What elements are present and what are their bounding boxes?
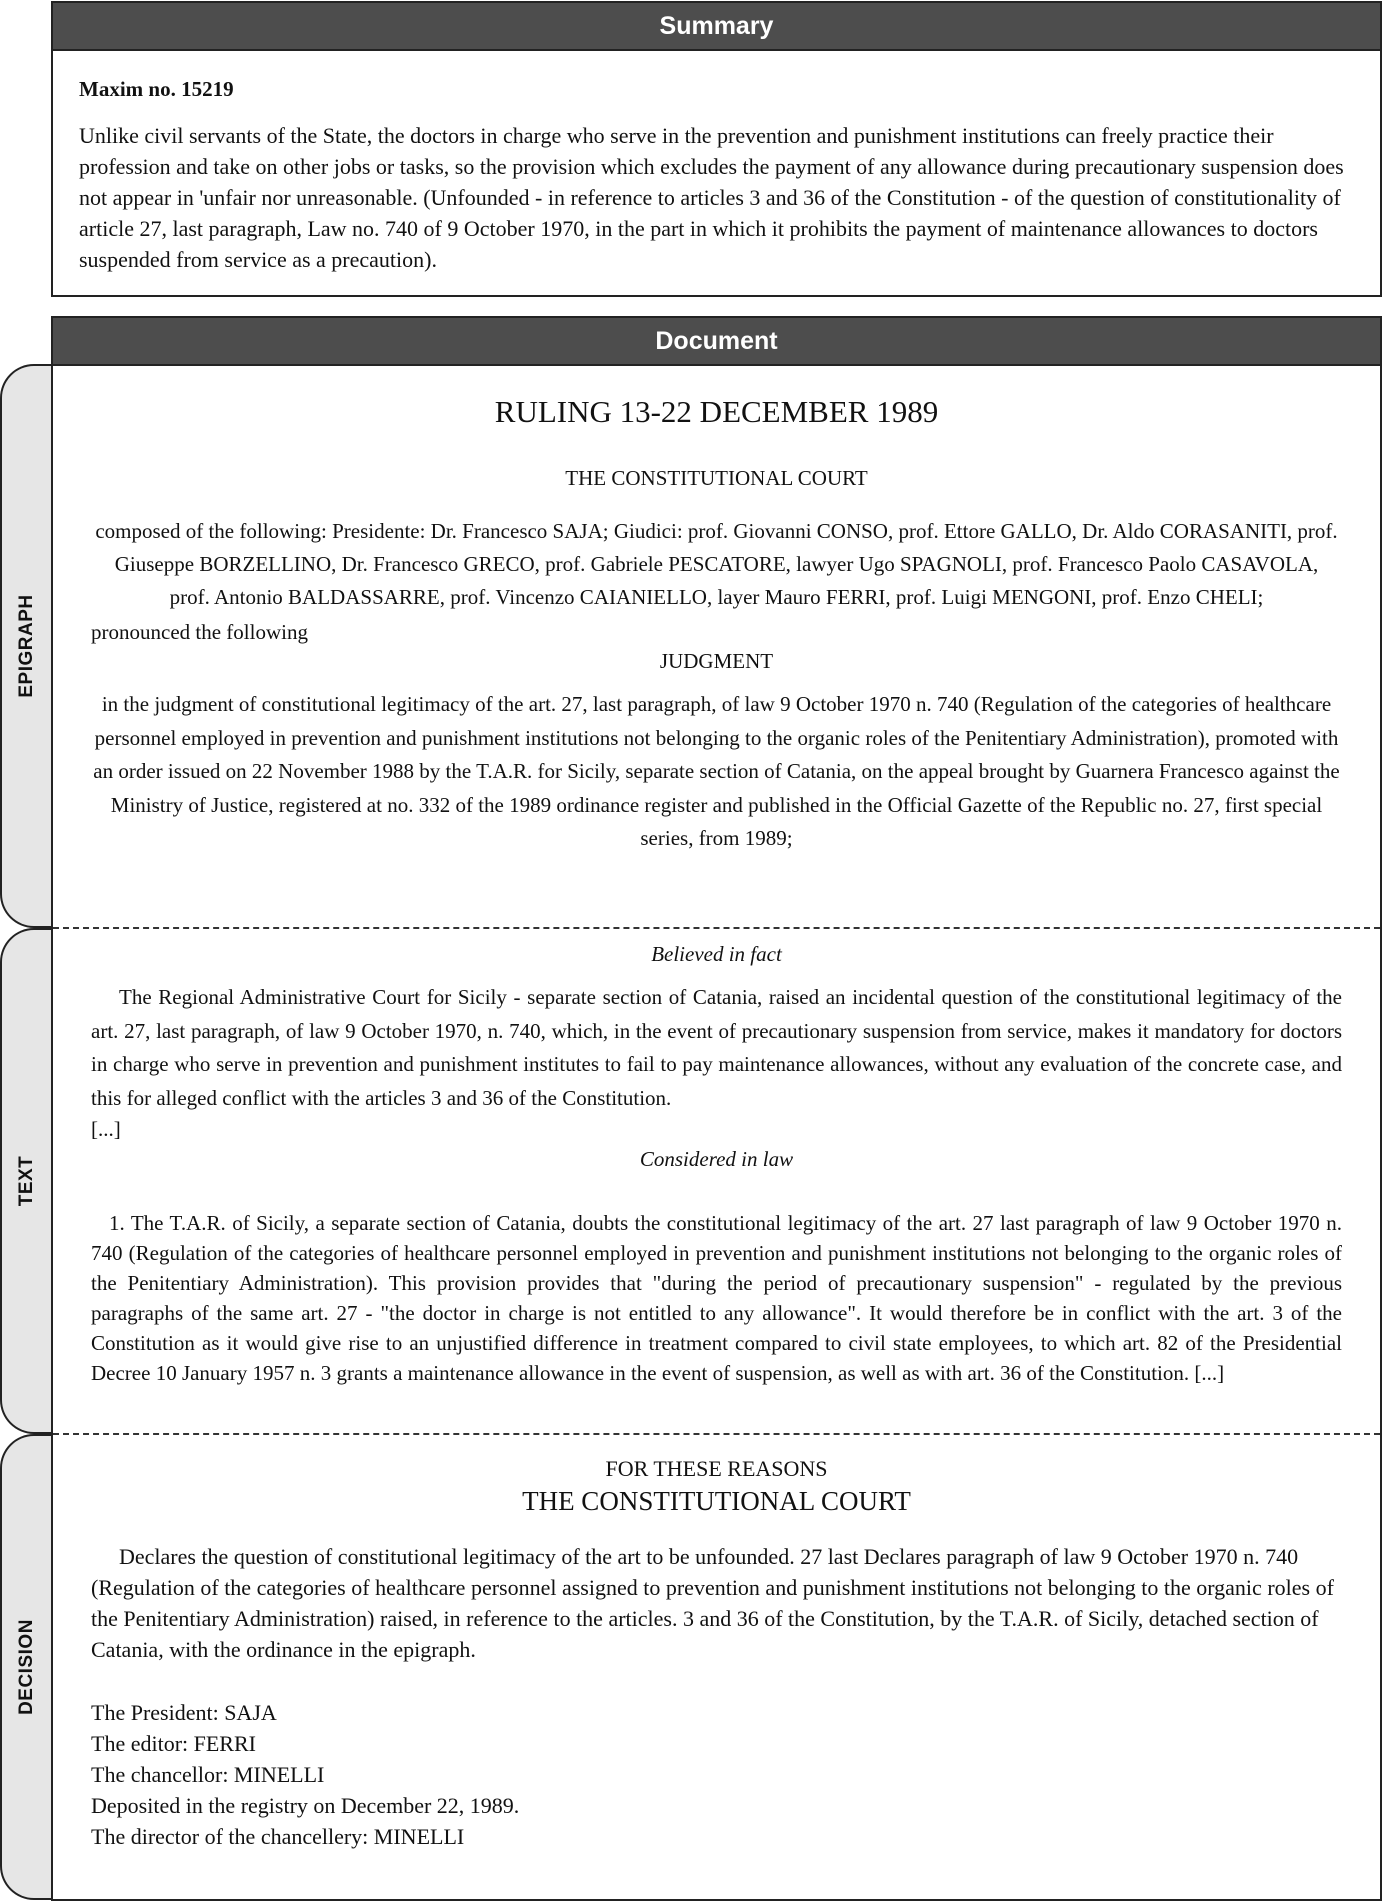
signature-line: The director of the chancellery: MINELLI — [91, 1824, 465, 1849]
fact-text: The Regional Administrative Court for Sicily - separate section of Catania, raised an incidental question of the constitutional legitimacy of the art. 27, last paragraph, of law 9 October 1970, n. 740, which, in the event of precautionary suspension from service, makes it mandatory for doctors in charge who serve in prevention and punishment institutes to fail to pay maintenance allowances, without any evaluation of the concrete case, and this for alleged conflict with the articles 3 and 36 of the Constitution. — [91, 985, 1342, 1110]
tab-text-label: TEXT — [16, 1155, 37, 1207]
signature-line: The President: SAJA — [91, 1700, 277, 1725]
section-divider — [53, 927, 1380, 929]
section-divider — [53, 1433, 1380, 1435]
tab-text[interactable] — [0, 928, 52, 1434]
tab-decision-label: DECISION — [16, 1619, 37, 1715]
signatures — [91, 1697, 1342, 1852]
fact-heading: Believed in fact — [651, 942, 782, 966]
signature-line: The editor: FERRI — [91, 1731, 256, 1756]
law-heading: Considered in law — [639, 1147, 794, 1171]
tab-epigraph-label: EPIGRAPH — [16, 594, 37, 698]
text-section — [53, 930, 1380, 1388]
judgment-text: in the judgment of constitutional legitimacy of the art. 27, last paragraph, of law 9 October 1970 n. 740 (Regulation of the categories of healthcare personnel employed in prevention and punishment institutions not belonging to the organic roles of the Penitentiary Administration), promoted with an order issued on 22 November 1988 by the T.A.R. for Sicily, separate section of Catania, on the appeal brought by Guarnera Francesco against the Ministry of Justice, registered at no. 332 of the 1989 ordinance register and published in the Official Gazette of the Republic no. 27, first special series, from 1989; — [93, 692, 1340, 850]
signature-line: Deposited in the registry on December 22, 1989. — [91, 1793, 520, 1818]
summary-header: Summary — [53, 3, 1380, 51]
decision-court-heading: THE CONSTITUTIONAL COURT — [522, 1486, 911, 1516]
decision-section — [53, 1436, 1380, 1852]
tab-decision[interactable] — [0, 1434, 52, 1900]
tab-epigraph[interactable] — [0, 364, 52, 928]
court-heading: THE CONSTITUTIONAL COURT — [565, 466, 868, 490]
reasons-heading: FOR THESE REASONS — [605, 1456, 828, 1481]
declaration-text: Declares the question of constitutional legitimacy of the art to be unfounded. 27 last Declares paragraph of law 9 October 1970 n. 740 (Regulation of the categories of healthcare personnel assigned to prevention and punishment institutions not belonging to the organic roles of the Penitentiary Administration) raised, in reference to the articles. 3 and 36 of the Constitution, by the T.A.R. of Sicily, detached section of Catania, with the ordinance in the epigraph. — [91, 1544, 1334, 1662]
court-composition: composed of the following: Presidente: Dr. Francesco SAJA; Giudici: prof. Giovanni CONSO, prof. Ettore GALLO, Dr. Aldo CORASANITI, prof. Giuseppe BORZELLINO, Dr. Francesco GRECO, prof. Gabriele PESCATORE, lawyer Ugo SPAGNOLI, prof. Francesco Paolo CASAVOLA, prof. Antonio BALDASSARRE, prof. Vincenzo CAIANIELLO, layer Mauro FERRI, prof. Luigi MENGONI, prof. Enzo CHELI; — [95, 519, 1338, 609]
judgment-heading: JUDGMENT — [659, 649, 774, 673]
epigraph-section — [53, 364, 1380, 856]
law-text: 1. The T.A.R. of Sicily, a separate section of Catania, doubts the constitutional legitimacy of the art. 27 last paragraph of law 9 October 1970 n. 740 (Regulation of the categories of healthcare personnel employed in prevention and punishment institutions not belonging to the organic roles of the Penitentiary Administration). This provision provides that "during the period of precautionary suspension" - regulated by the previous paragraphs of the same art. 27 - "the doctor in charge is not entitled to any allowance". It would therefore be in conflict with the art. 3 of the Constitution as it would give rise to an unjustified difference in treatment compared to civil state employees, to which art. 82 of the Presidential Decree 10 January 1957 n. 3 grants a maintenance allowance in the event of suspension, as well as with art. 36 of the Constitution. [...] — [91, 1211, 1342, 1385]
ruling-title: RULING 13-22 DECEMBER 1989 — [494, 394, 939, 429]
document-header: Document — [53, 318, 1380, 366]
fact-ellipsis: [...] — [91, 1117, 121, 1141]
maxim-title: Maxim no. 15219 — [79, 77, 234, 101]
pronounced-text: pronounced the following — [91, 620, 308, 644]
maxim-text: Unlike civil servants of the State, the doctors in charge who serve in the prevention and punishment institutions can freely practice their profession and take on other jobs or tasks, so the provision which excludes the payment of any allowance during precautionary suspension does not appear in 'unfair nor unreasonable. (Unfounded - in reference to articles 3 and 36 of the Constitution - of the question of constitutionality of article 27, last paragraph, Law no. 740 of 9 October 1970, in the part in which it prohibits the payment of maintenance allowances to doctors suspended from service as a precaution). — [79, 123, 1344, 272]
signature-line: The chancellor: MINELLI — [91, 1762, 325, 1787]
summary-panel — [51, 1, 1382, 297]
